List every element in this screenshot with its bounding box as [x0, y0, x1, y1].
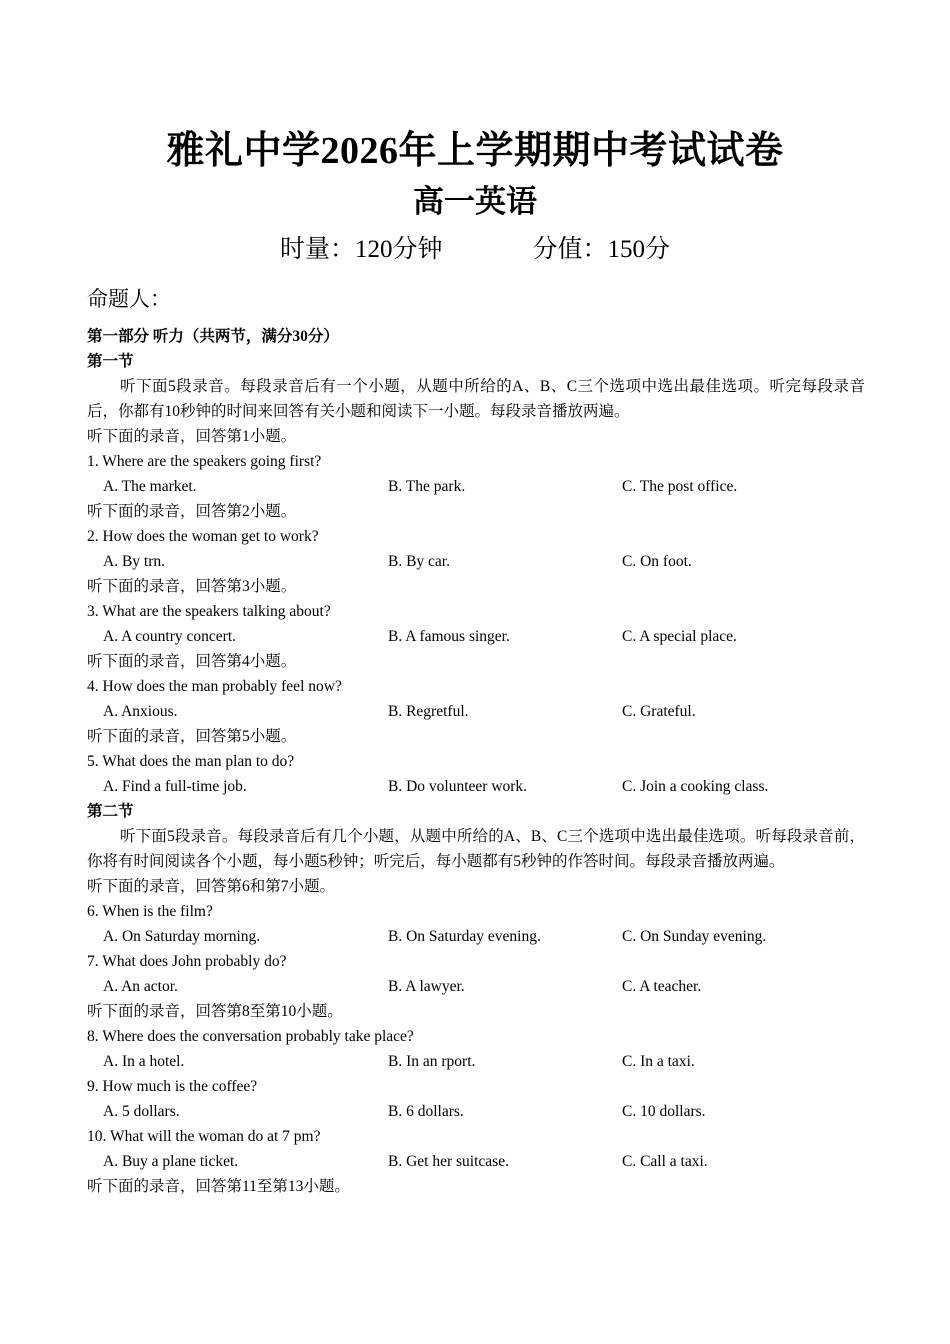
time-label: 时量：120分钟	[279, 236, 443, 263]
option-b: B. 6 dollars.	[388, 1103, 464, 1120]
question-options	[87, 1099, 865, 1124]
question-options	[87, 1149, 865, 1174]
exam-meta	[0, 230, 950, 270]
question-stem: 8. Where does the conversation probably take place?	[87, 1028, 414, 1045]
option-a: A. By trn.	[103, 553, 165, 570]
question-options	[87, 624, 865, 649]
option-a: A. On Saturday morning.	[103, 928, 261, 945]
exam-title: 雅礼中学2026年上学期期中考试试卷	[166, 130, 784, 172]
question-options	[87, 774, 865, 799]
option-b: B. The park.	[388, 478, 466, 495]
section2-instructions: 听下面5段录音。每段录音后有几个小题，从题中所给的A、B、C三个选项中选出最佳选项。听每段录音前，你将有时间阅读各个小题，每小题5秒钟；听完后，每小题都有5秒钟的作答时间。每段录音播放两遍。	[87, 828, 865, 870]
section1-heading: 第一节	[87, 353, 134, 370]
option-b: B. In an rport.	[388, 1053, 476, 1070]
author-label: 命题人：	[87, 287, 171, 311]
option-b: B. A lawyer.	[388, 978, 465, 995]
question-stem: 9. How much is the coffee?	[87, 1078, 258, 1095]
option-c: C. On foot.	[622, 553, 692, 570]
question-stem: 5. What does the man plan to do?	[87, 753, 295, 770]
question-cue: 听下面的录音，回答第2小题。	[87, 503, 297, 520]
question-options	[87, 924, 865, 949]
exam-content	[87, 324, 865, 1199]
option-b: B. On Saturday evening.	[388, 928, 541, 945]
option-b: B. Do volunteer work.	[388, 778, 528, 795]
option-a: A. In a hotel.	[103, 1053, 185, 1070]
option-b: B. Get her suitcase.	[388, 1153, 509, 1170]
question-cue: 听下面的录音，回答第8至第10小题。	[87, 1003, 343, 1020]
question-cue: 听下面的录音，回答第4小题。	[87, 653, 297, 670]
option-a: A. Find a full-time job.	[103, 778, 247, 795]
question-options	[87, 699, 865, 724]
question-stem: 3. What are the speakers talking about?	[87, 603, 331, 620]
option-b: B. Regretful.	[388, 703, 469, 720]
option-b: B. A famous singer.	[388, 628, 510, 645]
option-a: A. A country concert.	[103, 628, 237, 645]
option-a: A. An actor.	[103, 978, 178, 995]
part1-heading: 第一部分 听力（共两节，满分30分）	[87, 328, 339, 345]
option-c: C. In a taxi.	[622, 1053, 695, 1070]
question-stem: 7. What does John probably do?	[87, 953, 287, 970]
option-a: A. 5 dollars.	[103, 1103, 180, 1120]
option-c: C. Grateful.	[622, 703, 696, 720]
option-c: C. Call a taxi.	[622, 1153, 708, 1170]
question-stem: 10. What will the woman do at 7 pm?	[87, 1128, 321, 1145]
question-stem: 6. When is the film?	[87, 903, 213, 920]
option-c: C. On Sunday evening.	[622, 928, 767, 945]
question-stem: 2. How does the woman get to work?	[87, 528, 319, 545]
question-cue: 听下面的录音，回答第1小题。	[87, 428, 297, 445]
question-cue: 听下面的录音，回答第3小题。	[87, 578, 297, 595]
question-options	[87, 1049, 865, 1074]
option-a: A. Buy a plane ticket.	[103, 1153, 239, 1170]
option-a: A. Anxious.	[103, 703, 178, 720]
question-options	[87, 474, 865, 499]
question-cue: 听下面的录音，回答第6和第7小题。	[87, 878, 336, 895]
option-c: C. Join a cooking class.	[622, 778, 769, 795]
section1-instructions: 听下面5段录音。每段录音后有一个小题，从题中所给的A、B、C三个选项中选出最佳选项。听完每段录音后，你都有10秒钟的时间来回答有关小题和阅读下一小题。每段录音播放两遍。	[87, 378, 865, 420]
question-options	[87, 549, 865, 574]
section2-heading: 第二节	[87, 803, 134, 820]
question-cue: 听下面的录音，回答第5小题。	[87, 728, 297, 745]
question-stem: 4. How does the man probably feel now?	[87, 678, 342, 695]
option-a: A. The market.	[103, 478, 197, 495]
option-c: C. The post office.	[622, 478, 738, 495]
question-cue: 听下面的录音，回答第11至第13小题。	[87, 1178, 350, 1195]
option-c: C. A special place.	[622, 628, 737, 645]
option-c: C. A teacher.	[622, 978, 702, 995]
score-label: 分值：150分	[532, 236, 671, 263]
exam-subject: 高一英语	[413, 184, 537, 219]
option-b: B. By car.	[388, 553, 450, 570]
question-options	[87, 974, 865, 999]
option-c: C. 10 dollars.	[622, 1103, 706, 1120]
question-stem: 1. Where are the speakers going first?	[87, 453, 322, 470]
